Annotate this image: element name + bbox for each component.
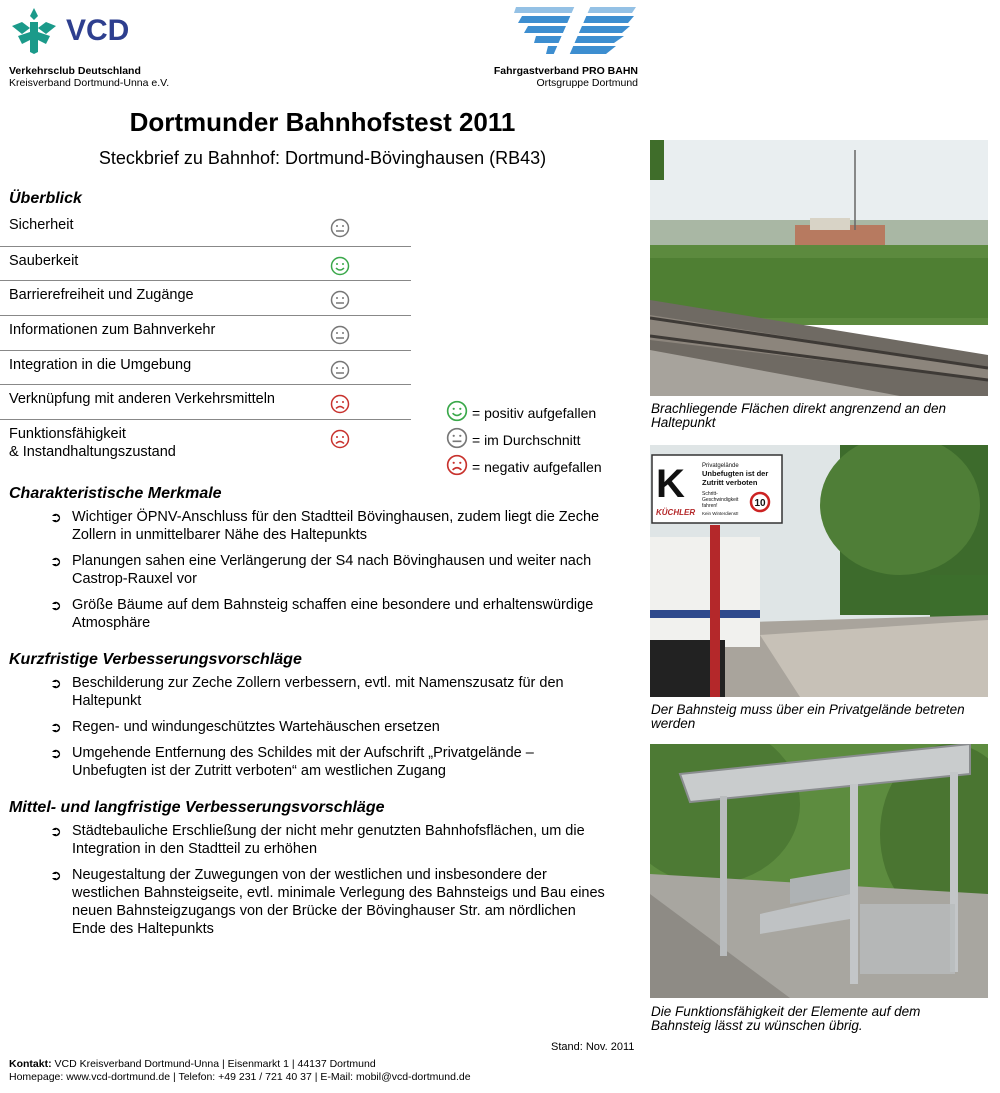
list-item: ➲ Neugestaltung der Zuwegungen von der westlichen und insbesondere der westlichen Bahnsteigseite, evtl. minimale Verlegung des Bahnsteigs und Bau eines neuen Bahnsteigzugangs von der Brücke der Bövinghauser Str. am nördlichen Ende des Haltepunkts [50,867,605,937]
page-subtitle: Steckbrief zu Bahnhof: Dortmund-Bövinghausen (RB43) [98,148,547,168]
photo-private-sign [650,445,988,697]
list-item: ➲ Wichtiger ÖPNV-Anschluss für den Stadtteil Bövinghausen, zudem liegt die Zeche Zollern in unmittelbarer Nähe des Haltepunkts [50,509,600,543]
arrow-bullet-icon: ➲ [50,745,62,761]
overview-row [0,247,411,281]
sign-letter: K [656,462,685,506]
svg-text:Geschwindigkeit: Geschwindigkeit [702,497,739,503]
merkmale-heading: Charakteristische Merkmale [9,485,222,502]
overview-table [0,208,411,466]
overview-row [0,316,411,351]
overview-label: Informationen zum Bahnverkehr [9,322,216,338]
neutral-smiley-icon [330,360,350,380]
probahn-org [438,65,638,89]
probahn-org-name: Fahrgastverband PRO BAHN [493,65,638,77]
photo-caption-1: Brachliegende Flächen direkt angrenzend an den Haltepunkt [651,401,946,430]
mittel-list [50,822,640,945]
page-title: Dortmunder Bahnhofstest 2011 [129,107,516,137]
legend-positive-label: = positiv aufgefallen [472,405,597,421]
legend-negative [446,454,602,481]
kurz-heading: Kurzfristige Verbesserungsvorschläge [9,651,302,668]
arrow-bullet-icon: ➲ [50,509,62,525]
vcd-org-name: Verkehrsclub Deutschland [9,65,141,77]
svg-text:Unbefugten ist der: Unbefugten ist der [702,469,769,478]
legend-negative-label: = negativ aufgefallen [472,459,602,475]
vcd-logo [10,6,150,56]
arrow-bullet-icon: ➲ [50,719,62,735]
neutral-smiley-icon [330,325,350,345]
list-item: ➲ Umgehende Entfernung des Schildes mit der Aufschrift „Privatgelände – Unbefugten ist der Zutritt verboten“ am westlichen Zugang [50,745,534,779]
probahn-org-sub: Ortsgruppe Dortmund [536,77,638,89]
list-item: ➲ Planungen sahen eine Verlängerung der S4 nach Bövinghausen und weiter nach Castrop-Rauxel vor [50,553,592,587]
mittel-heading: Mittel- und langfristige Verbesserungsvorschläge [9,799,385,816]
overview-label: Integration in die Umgebung [9,357,192,373]
footer-homepage: Homepage: www.vcd-dortmund.de | Telefon: +49 231 / 721 40 37 | E-Mail: mobil@vcd-dortmund.de [9,1071,471,1083]
photo-caption-3: Die Funktionsfähigkeit der Elemente auf dem Bahnsteig lässt zu wünschen übrig. [651,1004,921,1033]
kurz-list [50,674,640,787]
overview-label: Barrierefreiheit und Zugänge [9,287,194,303]
photo-shelter [650,744,988,998]
overview-row [0,420,411,466]
photo-caption-2: Der Bahnsteig muss über ein Privatgelände betreten werden [651,702,965,731]
overview-label: Verknüpfung mit anderen Verkehrsmitteln [9,391,275,407]
svg-text:fahren!: fahren! [702,503,718,509]
overview-label-line2: & Instandhaltungszustand [9,444,176,460]
neutral-smiley-icon [330,290,350,310]
arrow-bullet-icon: ➲ [50,675,62,691]
overview-heading: Überblick [9,190,82,207]
positive-smiley-icon [446,400,468,422]
vcd-logo-text: VCD [66,14,130,47]
negative-smiley-icon [330,394,350,414]
footer-contact: Kontakt: VCD Kreisverband Dortmund-Unna | Eisenmarkt 1 | 44137 Dortmund [9,1058,376,1070]
sign-speed: 10 [754,498,766,509]
negative-smiley-icon [446,454,468,476]
rating-legend [446,400,602,481]
negative-smiley-icon [330,429,350,449]
vcd-org-sub: Kreisverband Dortmund-Unna e.V. [9,77,170,89]
svg-text:Schritt-: Schritt- [702,491,718,497]
photo-fallow-land [650,140,988,396]
overview-row [0,208,411,247]
overview-label: Sicherheit [9,217,74,233]
svg-text:Zutritt verboten: Zutritt verboten [702,478,758,487]
positive-smiley-icon [330,256,350,276]
overview-row [0,351,411,385]
footer [9,1058,471,1084]
sign-brand: KÜCHLER [656,508,696,517]
list-item: ➲ Beschilderung zur Zeche Zollern verbessern, evtl. mit Namenszusatz für den Haltepunkt [50,675,564,709]
overview-row [0,385,411,420]
list-item: ➲ Regen- und windungeschütztes Wartehäuschen ersetzen [50,719,440,735]
arrow-bullet-icon: ➲ [50,553,62,569]
overview-row [0,281,411,316]
arrow-bullet-icon: ➲ [50,867,62,883]
arrow-bullet-icon: ➲ [50,597,62,613]
list-item: ➲ Größe Bäume auf dem Bahnsteig schaffen eine besondere und erhaltenswürdige Atmosphäre [50,597,594,631]
arrow-bullet-icon: ➲ [50,823,62,839]
legend-neutral [446,427,602,454]
list-item: ➲ Städtebauliche Erschließung der nicht mehr genutzten Bahnhofsflächen, um die Integration in den Stadtteil zu erhöhen [50,823,585,857]
svg-text:Kein Winterdienst!: Kein Winterdienst! [702,511,739,516]
svg-text:Privatgelände: Privatgelände [702,463,739,469]
stand-date: Stand: Nov. 2011 [551,1041,635,1053]
probahn-logo [512,3,640,58]
neutral-smiley-icon [330,218,350,238]
neutral-smiley-icon [446,427,468,449]
vcd-org [9,65,169,89]
legend-neutral-label: = im Durchschnitt [472,432,581,448]
legend-positive [446,400,602,427]
merkmale-list [50,508,640,639]
overview-label: Funktionsfähigkeit [9,426,126,442]
overview-label: Sauberkeit [9,253,79,269]
